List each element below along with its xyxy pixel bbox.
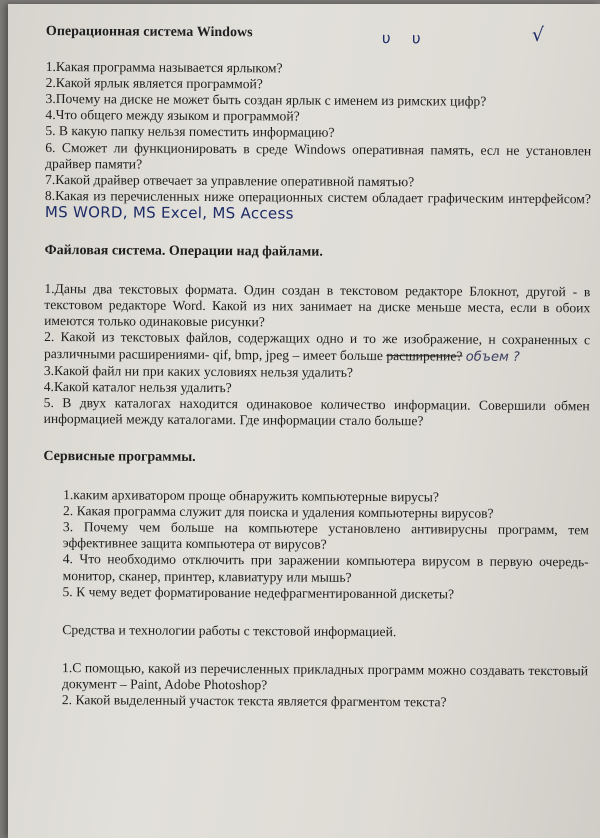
page-content — [42, 24, 592, 711]
section-heading-filesystem: Файловая система. Операции над файлами. — [44, 243, 323, 260]
service-questions — [42, 487, 589, 603]
handwritten-mark-2: υ — [411, 29, 421, 48]
question: 7.Какой драйвер отвечает за управление оперативной памятью? — [45, 171, 415, 190]
paper-sheet — [8, 4, 600, 838]
question-with-correction — [44, 329, 590, 366]
question-with-answer — [45, 188, 591, 225]
question-text: 2. Какой из текстовых файлов, содержащих одно и то же изображение, н сохраненных с различными расширениями- qif, bmp, jpeg – имеет больше — [43, 329, 591, 363]
question-text: 8.Какая из перечисленных ниже операционных систем обладает графическим интерфейсом? — [44, 187, 591, 207]
handwritten-correction: объем ? — [465, 349, 520, 365]
question: 2. Какая программа служит для поиска и удаления компьютерны вирусов? — [62, 503, 494, 521]
section-heading-text: Средства и технологии работы с текстовой информацией. — [62, 621, 397, 639]
question: 5. В какую папку нельзя поместить информацию? — [45, 123, 335, 141]
question: 4.Что общего между языком и программой? — [45, 107, 300, 124]
handwritten-answer: MS WORD, MS Excel, MS Access — [44, 202, 294, 223]
question: 1.Даны два текстовых формата. Один создан в текстовом редакторе Блокнот, другой - в текстовом редакторе Word. Какой из них занимает на диске меньше места, если в обоих имеются только одинаковые рисунки? — [44, 281, 591, 330]
question: 1.С помощью, какой из перечисленных прикладных программ можно создавать текстовый документ – Paint, Adobe Photoshop? — [61, 659, 589, 693]
handwritten-mark-3: √ — [531, 23, 545, 47]
question: 6. Сможет ли функционировать в среде Windows оперативная память, есл не установлен драйвер памяти? — [45, 139, 592, 172]
question: 4. Что необходимо отключить при заражении компьютера вирусом в первую очередь- монитор, сканер, принтер, клавиатуру или мышь? — [62, 551, 589, 585]
question: 5. К чему ведет форматирование недефрагментированной дискеты? — [62, 583, 455, 602]
question: 1.Какая программа называется ярлыком? — [45, 59, 283, 76]
question: 3.Какой файл ни при каких условиях нельзя удалить? — [43, 362, 354, 380]
question: 2. Какой выделенный участок текста является фрагментом текста? — [61, 692, 447, 710]
handwritten-mark-1: υ — [381, 29, 391, 48]
section-heading-windows: Операционная система Windows — [45, 24, 253, 41]
question: 4.Какой каталог нельзя удалить? — [43, 378, 232, 395]
struck-out-text: расширение? — [386, 347, 463, 364]
text-questions — [42, 660, 588, 712]
question: 3. Почему чем больше на компьютере установлено антивирусны программ, тем эффективнее защита компьютера от вирусов? — [62, 519, 589, 553]
question: 3.Почему на диске не может быть создан ярлык с именем из римских цифр? — [45, 91, 487, 109]
handwritten-check-marks — [46, 23, 592, 61]
section-heading-service: Сервисные программы. — [43, 448, 196, 465]
question: 1.каким архиватором проще обнаружить компьютерные вирусы? — [63, 487, 440, 505]
question: 5. В двух каталогах находится одинаковое количество информации. Совершили обмен информацией между каталогами. Где информации стало больше? — [43, 394, 590, 429]
question: 2.Какой ярлык является программой? — [45, 75, 263, 92]
